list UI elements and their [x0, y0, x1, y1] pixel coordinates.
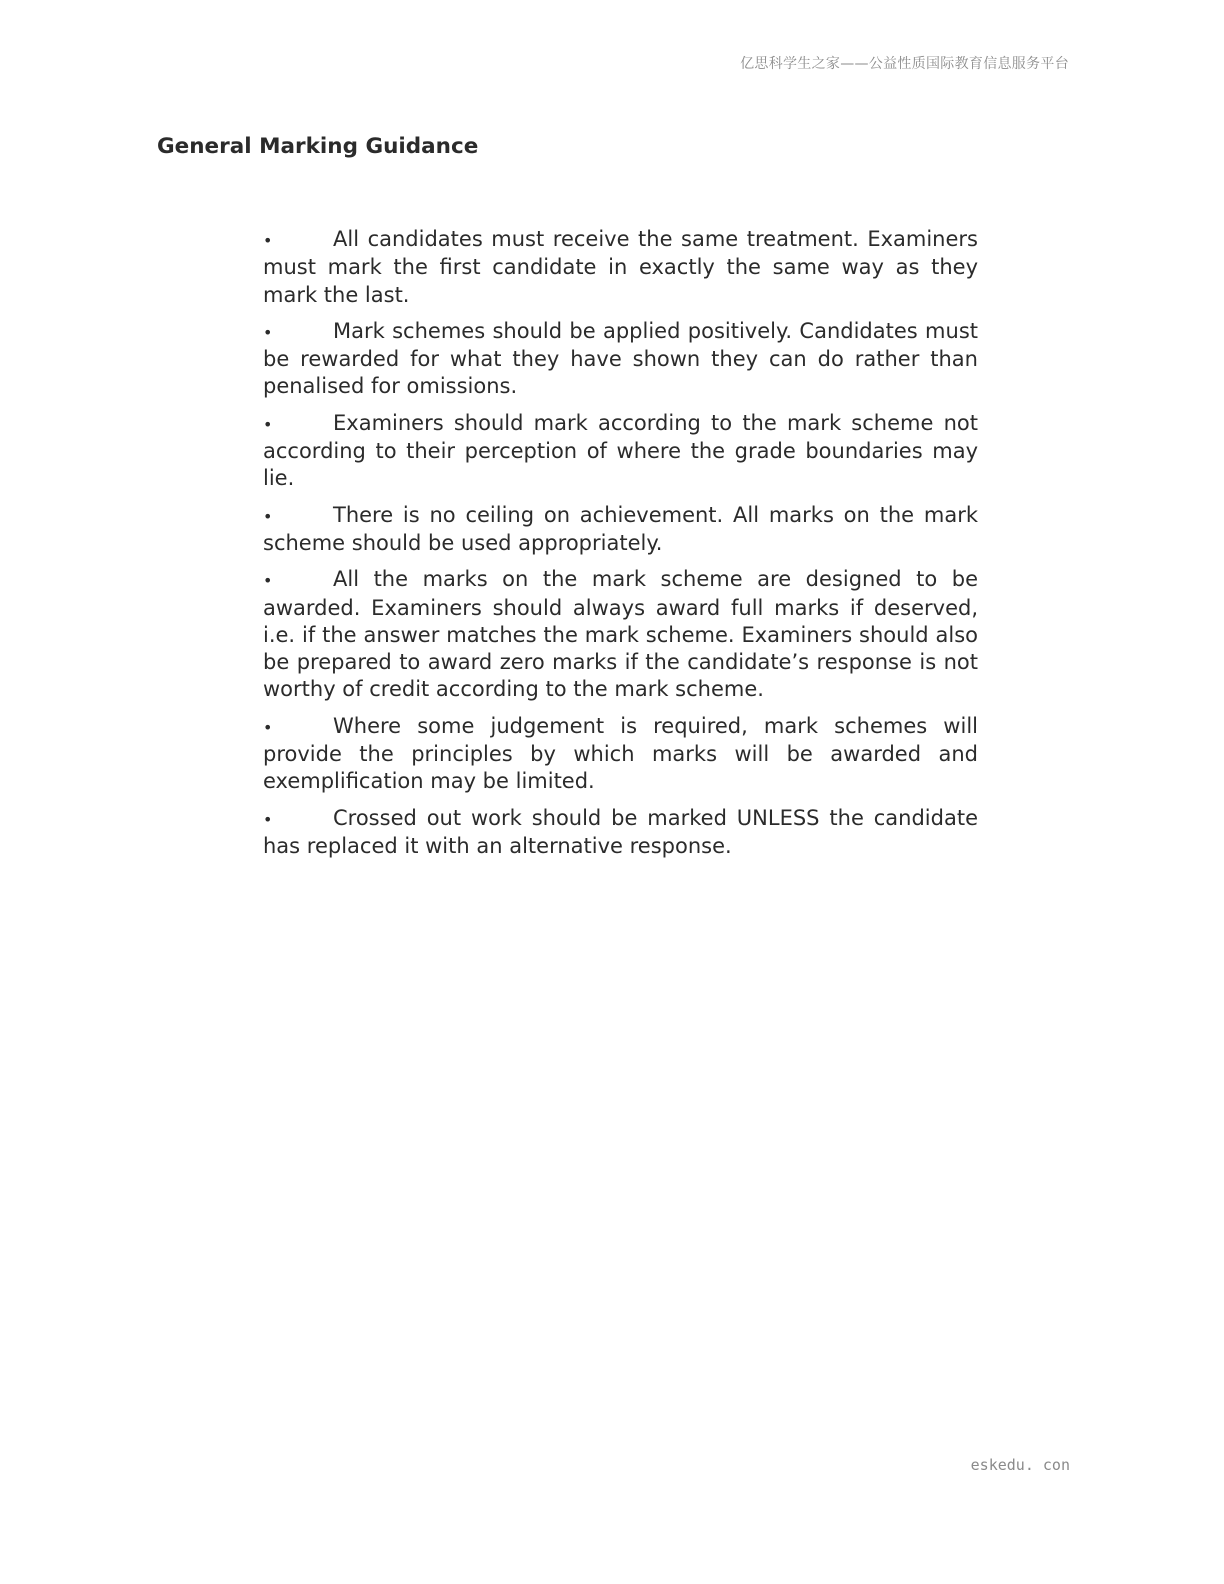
guidance-item	[263, 502, 978, 558]
guidance-text: There is no ceiling on achievement. All marks on the mark scheme should be used appropriately.	[263, 502, 978, 555]
guidance-item	[263, 410, 978, 493]
bullet-icon: •	[263, 717, 273, 737]
guidance-list	[263, 226, 978, 869]
guidance-text: Where some judgement is required, mark schemes will provide the principles by which marks will be awarded and exemplification may be limited.	[263, 713, 978, 794]
guidance-text: Mark schemes should be applied positively. Candidates must be rewarded for what they have shown they can do rather than penalised for omissions.	[263, 318, 978, 399]
guidance-item	[263, 566, 978, 703]
guidance-text: Examiners should mark according to the mark scheme not according to their perception of where the grade boundaries may lie.	[263, 410, 978, 491]
bullet-icon: •	[263, 414, 273, 434]
guidance-text: All candidates must receive the same treatment. Examiners must mark the first candidate in exactly the same way as they mark the last.	[263, 227, 978, 307]
bullet-icon: •	[263, 809, 273, 829]
guidance-item	[263, 226, 978, 309]
bullet-icon: •	[263, 571, 273, 591]
bullet-icon: •	[263, 322, 273, 342]
guidance-item	[263, 713, 978, 796]
page-title: General Marking Guidance	[157, 134, 479, 159]
header-site-note: 亿思科学生之家——公益性质国际教育信息服务平台	[740, 56, 1069, 72]
guidance-item	[263, 805, 978, 861]
guidance-text: Crossed out work should be marked UNLESS the candidate has replaced it with an alternative response.	[263, 805, 978, 858]
bullet-icon: •	[263, 506, 273, 526]
guidance-item	[263, 318, 978, 401]
bullet-icon: •	[263, 231, 273, 250]
guidance-text: All the marks on the mark scheme are designed to be awarded. Examiners should always award full marks if deserved, i.e. if the answer matches the mark scheme. Examiners should also be prepared to award zero marks if the candidate’s response is not worthy of credit according to the mark scheme.	[263, 567, 978, 702]
footer-site-url: eskedu. con	[970, 1456, 1070, 1474]
